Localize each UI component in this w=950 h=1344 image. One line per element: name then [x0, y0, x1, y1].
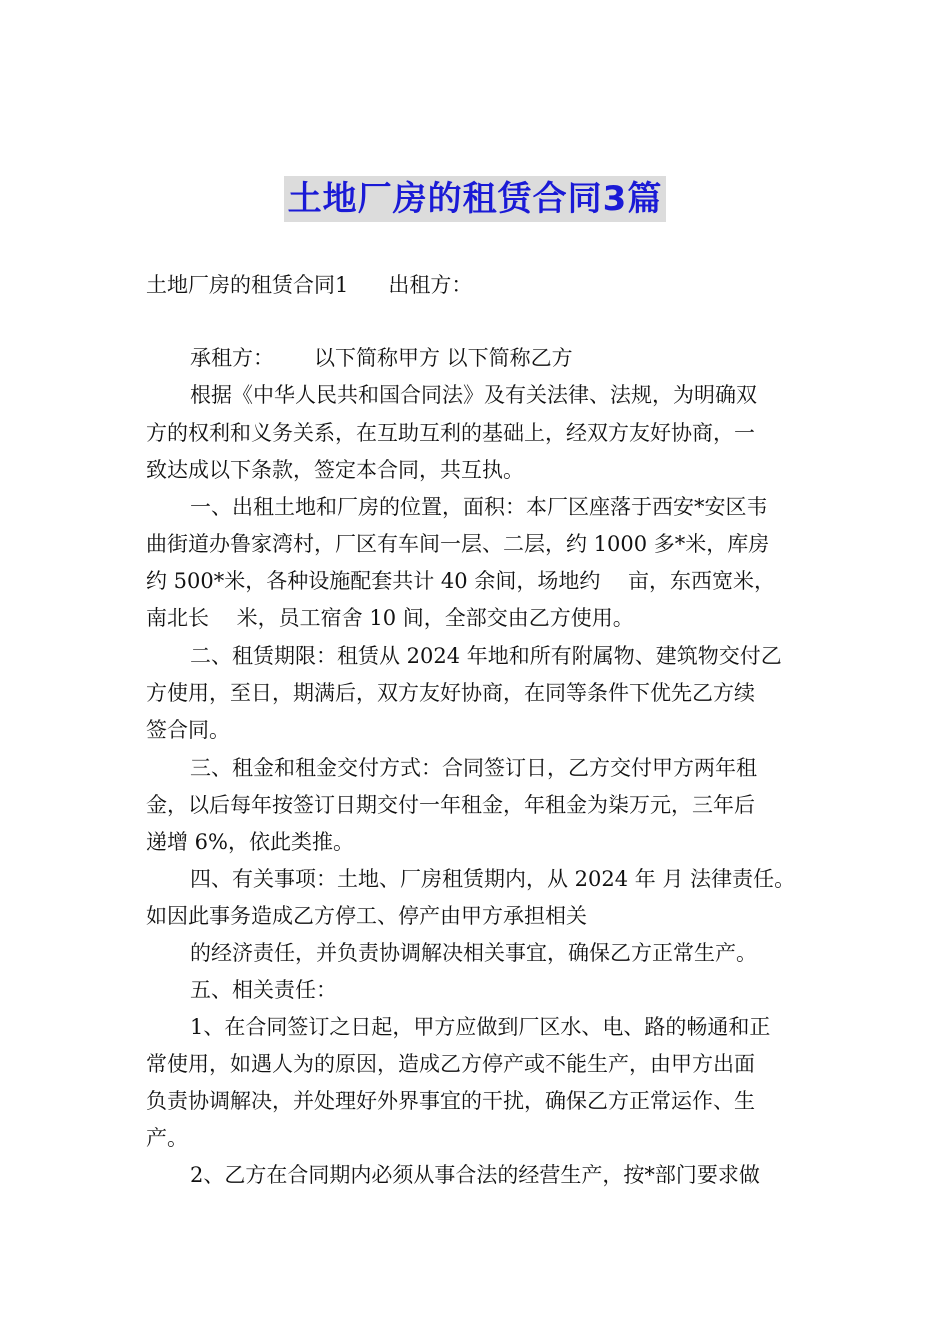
section-heading: 五、相关责任：	[190, 978, 337, 1002]
paragraph-line: 约 500*米，各种设施配套共计 40 余间，场地约 亩，东西宽米，	[146, 569, 776, 593]
paragraph-line: 签合同。	[146, 718, 230, 742]
paragraph-line: 方使用，至日，期满后，双方友好协商，在同等条件下优先乙方续	[146, 681, 755, 705]
paragraph-line: 的经济责任，并负责协调解决相关事宜，确保乙方正常生产。	[190, 941, 757, 965]
contract-label: 土地厂房的租赁合同1	[146, 273, 349, 297]
party-alias-text: 以下简称甲方 以下简称乙方	[314, 346, 573, 370]
lessor-label: 出租方：	[388, 273, 473, 297]
paragraph-line: 常使用，如遇人为的原因，造成乙方停产或不能生产，由甲方出面	[146, 1052, 755, 1076]
paragraph-line: 递增 6%，依此类推。	[146, 830, 354, 854]
paragraph-line: 二、租赁期限：租赁从 2024 年地和所有附属物、建筑物交付乙	[190, 644, 782, 668]
title-container	[0, 176, 950, 222]
document-title: 土地厂房的租赁合同3篇	[284, 176, 667, 222]
paragraph-line: 三、租金和租金交付方式：合同签订日，乙方交付甲方两年租	[190, 756, 757, 780]
paragraph-line: 产。	[146, 1126, 188, 1150]
header-line	[146, 270, 826, 300]
paragraph-line: 金，以后每年按签订日期交付一年租金，年租金为柒万元，三年后	[146, 793, 755, 817]
paragraph-line: 如因此事务造成乙方停工、停产由甲方承担相关	[146, 904, 587, 928]
paragraph-line: 四、有关事项：土地、厂房租赁期内，从 2024 年 月 法律责任。	[190, 867, 796, 891]
paragraph-line: 曲街道办鲁家湾村，厂区有车间一层、二层，约 1000 多*米，库房	[146, 532, 770, 556]
paragraph-line: 1、在合同签订之日起，甲方应做到厂区水、电、路的畅通和正	[190, 1015, 771, 1039]
lessee-label: 承租方：	[190, 346, 274, 370]
paragraph-line: 根据《中华人民共和国合同法》及有关法律、法规，为明确双	[190, 383, 757, 407]
paragraph-line: 致达成以下条款，签定本合同，共互执。	[146, 458, 524, 482]
paragraph-line: 一、出租土地和厂房的位置，面积：本厂区座落于西安*安区韦	[190, 495, 768, 519]
paragraph-line: 方的权利和义务关系，在互助互利的基础上，经双方友好协商，一	[146, 421, 755, 445]
paragraph-line: 南北长 米，员工宿舍 10 间，全部交由乙方使用。	[146, 606, 634, 630]
paragraph-line: 负责协调解决，并处理好外界事宜的干扰，确保乙方正常运作、生	[146, 1089, 755, 1113]
lessee-line	[190, 343, 870, 373]
paragraph-line: 2、乙方在合同期内必须从事合法的经营生产，按*部门要求做	[190, 1163, 760, 1187]
